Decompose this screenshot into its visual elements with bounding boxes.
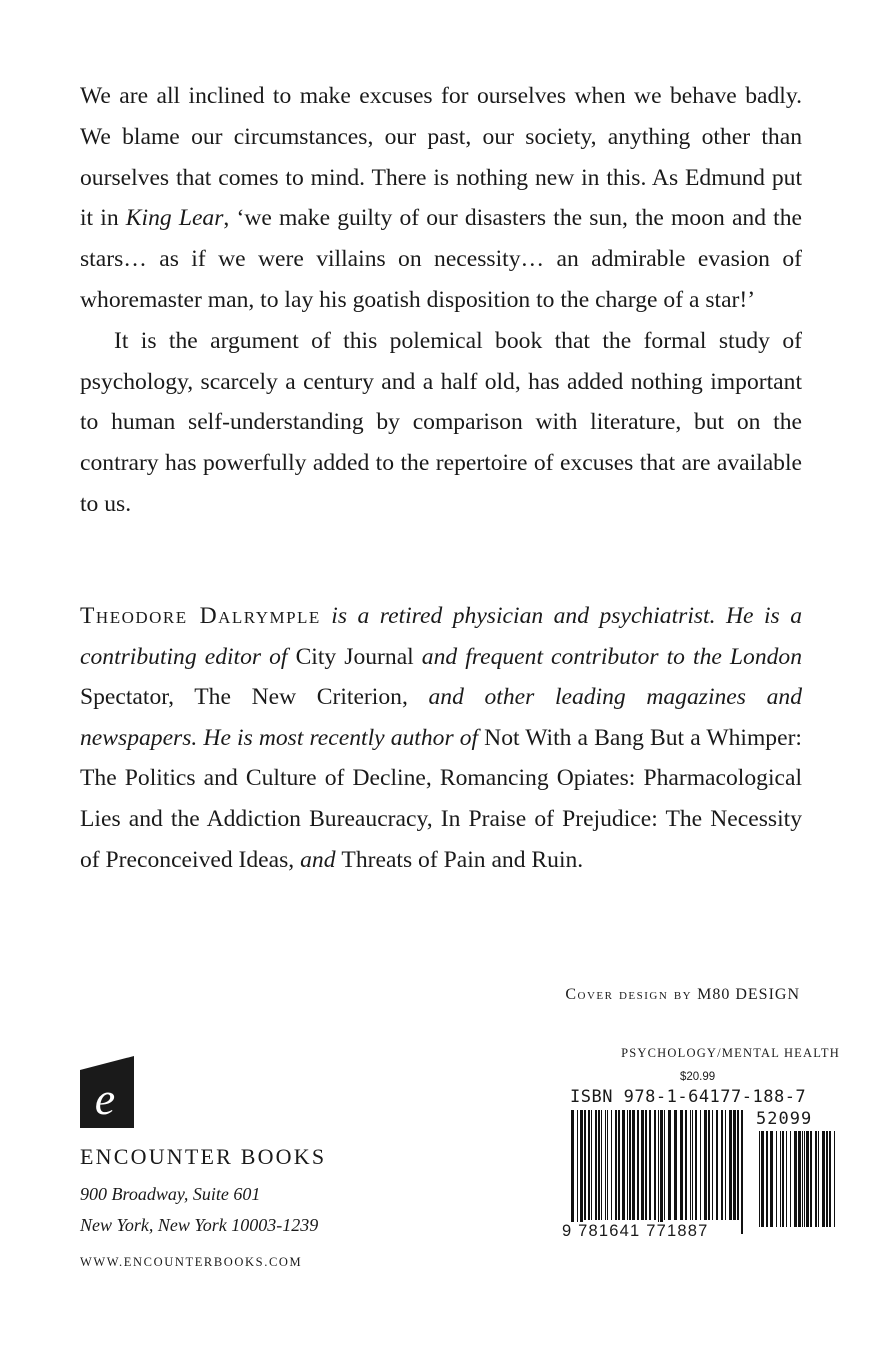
barcode-bar [782,1131,784,1227]
barcode-bar [629,1110,631,1220]
publisher-website: WWW.ENCOUNTERBOOKS.COM [80,1255,303,1269]
barcode-bar [637,1110,639,1220]
barcode-bar [708,1110,710,1220]
price: $20.99 [680,1071,716,1083]
barcode-bar [704,1110,707,1220]
barcode-bar [692,1110,693,1220]
blurb-paragraph-2: It is the argument of this polemical book that the formal study of psychology, scarcely a century and a half old, has added nothing important to human self-understanding by comparison with literature, but on the contrary has powerfully added to the repertoire of excuses that are available to us. [80,327,802,517]
barcode-bar [829,1131,831,1227]
encounter-books-logo-icon [80,1056,134,1128]
barcode-bar [622,1110,625,1220]
barcode-bar [761,1131,764,1227]
author-name: Theodore Dalrymple [80,603,321,629]
barcode-bar [580,1110,583,1234]
barcode-bar [632,1110,635,1220]
barcode-bar [804,1131,805,1227]
barcode-bar [798,1131,801,1227]
barcode-bar [658,1110,659,1234]
barcode-bar [826,1131,828,1227]
barcode-bar [818,1131,819,1227]
barcode-bar [611,1110,612,1220]
publisher-address-line-1: 900 Broadway, Suite 601 [80,1184,261,1204]
barcode-bar [641,1110,644,1220]
barcode-bar [786,1131,787,1227]
cover-designer: M80 DESIGN [697,986,800,1003]
barcode-bar [790,1131,791,1227]
barcode-bar [733,1110,736,1220]
barcode-bar [794,1131,797,1227]
barcode-bar [759,1131,760,1227]
blurb [80,76,802,525]
barcode-bar [615,1110,617,1220]
publisher-name: ENCOUNTER BOOKS [80,1144,327,1169]
ean-digits: 9 781641 771887 [562,1222,709,1240]
barcode-bar [645,1110,647,1220]
barcode-bar [664,1110,665,1220]
bio-text: is a retired physician and psychiatrist. He is a contributing editor of [80,603,802,670]
barcode-bar [577,1110,578,1234]
barcode-bar [776,1131,777,1227]
barcode-bar [806,1131,809,1227]
barcode-bar [810,1131,812,1227]
addon-barcode [758,1131,838,1241]
barcode-bar [770,1131,773,1227]
barcode-bar [607,1110,608,1220]
barcode-bar [591,1110,592,1220]
barcode-bar [649,1110,651,1220]
barcode-bar [660,1110,663,1234]
bio-publication: City Journal [295,643,414,670]
isbn: ISBN 978-1-64177-188-7 [570,1087,807,1107]
barcode-bar [802,1131,803,1227]
cover-credit-label: Cover design by [565,986,693,1003]
barcode-bar [729,1110,732,1220]
barcode-bar [721,1110,723,1220]
barcode-bar [571,1110,574,1234]
ean-barcode [570,1110,746,1234]
barcode-bar [627,1110,628,1220]
price-addon-digits: 52099 [756,1109,813,1129]
barcode-bar [766,1131,768,1227]
barcode-bar [618,1110,620,1220]
bio-text: and other leading magazines and newspapers. He is most recently author of [80,684,802,751]
barcode-bar [834,1131,835,1227]
barcode-bar [674,1110,677,1220]
publisher-address-line-2: New York, New York 10003-1239 [80,1215,319,1235]
bio-last-book: Threats of Pain and Ruin. [341,846,584,873]
bio-text: and [294,846,342,873]
barcode-bar [737,1110,739,1220]
barcode-bar [716,1110,718,1220]
barcode-bar [815,1131,817,1227]
bio-text: and frequent contributor to the London [413,643,803,670]
barcode-bar [741,1110,743,1234]
barcode-bar [712,1110,713,1220]
author-bio [80,596,802,880]
barcode-bar [680,1110,683,1220]
blurb-paragraph-1 [80,76,802,321]
barcode-bar [695,1110,697,1220]
barcode-bar [822,1131,825,1227]
barcode-bar [595,1110,597,1220]
barcode-bar [584,1110,586,1220]
bio-books: Not With a Bang But a Whimper: The Politics and Culture of Decline, Romancing Opiates: Pharmacological Lies and the Addiction Bureaucracy, In Praise of Prejudice: The Necessity of Preconceived Ideas, [80,724,802,873]
barcode-bar [588,1110,590,1220]
barcode-bar [598,1110,600,1220]
barcode-bar [685,1110,687,1220]
book-category: PSYCHOLOGY/MENTAL HEALTH [621,1046,840,1060]
barcode-bar [780,1131,781,1227]
cover-credit [565,986,800,1004]
bio-publication: Spectator, The New Criterion, [80,684,408,711]
barcode-bar [605,1110,606,1220]
barcode-bar [725,1110,726,1220]
barcode-bar [668,1110,671,1220]
logo-letter: e [94,1073,116,1124]
blurb-quote: , ‘we make guilty of our disasters the sun, the moon and the stars… as if we were villains on necessity… an admirable evasion of whoremaster man, to lay his goatish disposition to the charge of a star!’ [80,205,803,313]
blurb-title-reference: King Lear [125,205,224,232]
barcode-bar [654,1110,656,1220]
blurb-text: We are all inclined to make excuses for ourselves when we behave badly. We blame our circumstances, our past, our society, anything other than ourselves that comes to mind. There is nothing new in this. As Edmund put it in [80,83,802,232]
barcode-bar [601,1110,602,1220]
barcode-bar [690,1110,691,1220]
barcode-bar [700,1110,701,1220]
